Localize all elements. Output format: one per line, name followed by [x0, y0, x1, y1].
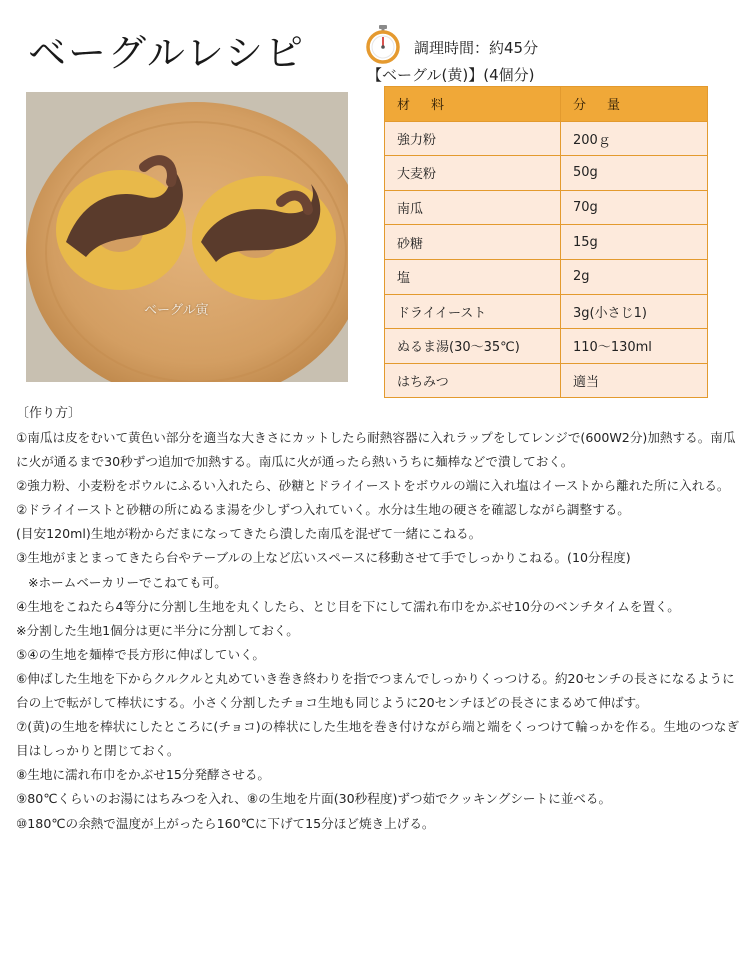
ingredients-table	[384, 86, 708, 398]
table-row	[385, 259, 708, 294]
ingredient-name: ドライイースト	[385, 294, 561, 329]
ingredient-amount: 3g(小さじ1)	[561, 294, 708, 329]
table-row	[385, 121, 708, 156]
ingredient-amount: 適当	[561, 363, 708, 398]
ingredient-name: はちみつ	[385, 363, 561, 398]
step-text: ⑩180℃の余熱で温度が上がったら160℃に下げて15分ほど焼き上げる。	[16, 815, 435, 831]
ingredient-name: 砂糖	[385, 225, 561, 260]
step-text: ⑥伸ばした生地を下からクルクルと丸めていき巻き終わりを指でつまんでしっかりくっつける。約20センチの長さになるように台の上で転がして棒状にする。小さく分割したチョコ生地も同じように20センチほどの長さにまるめて伸ばす。	[16, 670, 735, 711]
step-text: ③生地がまとまってきたら台やテーブルの上など広いスペースに移動させて手でしっかりこねる。(10分程度)	[16, 550, 631, 566]
ingredient-name: 大麦粉	[385, 156, 561, 191]
ingredient-name: 南瓜	[385, 190, 561, 225]
ingredient-amount: 110～130ml	[561, 329, 708, 364]
step-text: ②ドライイーストと砂糖の所にぬるま湯を少しずつ入れていく。水分は生地の硬さを確認しながら調整する。	[16, 502, 630, 518]
recipe-subtitle: 【ベーグル(黄)】(4個分)	[367, 66, 535, 84]
header-amount: 分 量	[561, 87, 708, 122]
ingredient-amount: 50g	[561, 156, 708, 191]
bagel-photo	[26, 92, 348, 382]
steps-list	[16, 426, 740, 836]
cooking-time: 調理時間：約45分	[414, 39, 539, 57]
step-text: ⑧生地に濡れ布巾をかぶせ15分発酵させる。	[16, 767, 271, 783]
ingredient-amount: 15g	[561, 225, 708, 260]
steps-heading: 〔作り方〕	[16, 406, 82, 421]
step-text: ⑦(黄)の生地を棒状にしたところに(チョコ)の棒状にした生地を巻き付けながら端と端をくっつけて輪っかを作る。生地のつなぎ目はしっかりと閉じておく。	[16, 719, 739, 759]
step-text: ⑨80℃くらいのお湯にはちみつを入れ、⑧の生地を片面(30秒程度)ずつ茹でクッキングシートに並べる。	[16, 791, 612, 807]
table-row	[385, 363, 708, 398]
ingredient-name: 強力粉	[385, 121, 561, 156]
step-text: (目安120ml)生地が粉からだまになってきたら潰した南瓜を混ぜて一緒にこねる。	[16, 526, 482, 542]
table-row	[385, 156, 708, 191]
photo-caption: ベーグル寅	[144, 303, 209, 318]
step-note: ※分割した生地1個分は更に半分に分割しておく。	[16, 622, 299, 638]
step-text: ⑤④の生地を麺棒で長方形に伸ばしていく。	[16, 646, 266, 662]
table-row	[385, 294, 708, 329]
step-text: ②強力粉、小麦粉をボウルにふるい入れたら、砂糖とドライイーストをボウルの端に入れ塩はイーストから離れた所に入れる。	[16, 478, 730, 494]
stopwatch-icon	[364, 24, 402, 64]
ingredient-amount: 200ｇ	[561, 121, 708, 156]
header-ingredient: 材 料	[385, 87, 561, 122]
step-note: ※ホームベーカリーでこねても可。	[28, 574, 227, 590]
ingredient-name: ぬるま湯(30～35℃)	[385, 329, 561, 364]
table-row	[385, 329, 708, 364]
table-row	[385, 190, 708, 225]
step-text: ④生地をこねたら4等分に分割し生地を丸くしたら、とじ目を下にして濡れ布巾をかぶせ10分のベンチタイムを置く。	[16, 598, 680, 614]
table-row	[385, 225, 708, 260]
step-text: ①南瓜は皮をむいて黄色い部分を適当な大きさにカットしたら耐熱容器に入れラップをしてレンジで(600W2分)加熱する。南瓜に火が通るまで30秒ずつ追加で加熱する。南瓜に火が通ったら熱いうちに麺棒などで潰しておく。	[16, 430, 736, 470]
ingredient-amount: 70g	[561, 190, 708, 225]
ingredient-amount: 2g	[561, 259, 708, 294]
ingredient-name: 塩	[385, 259, 561, 294]
page-title: ベーグルレシピ	[28, 31, 305, 75]
table-header-row	[385, 87, 708, 122]
